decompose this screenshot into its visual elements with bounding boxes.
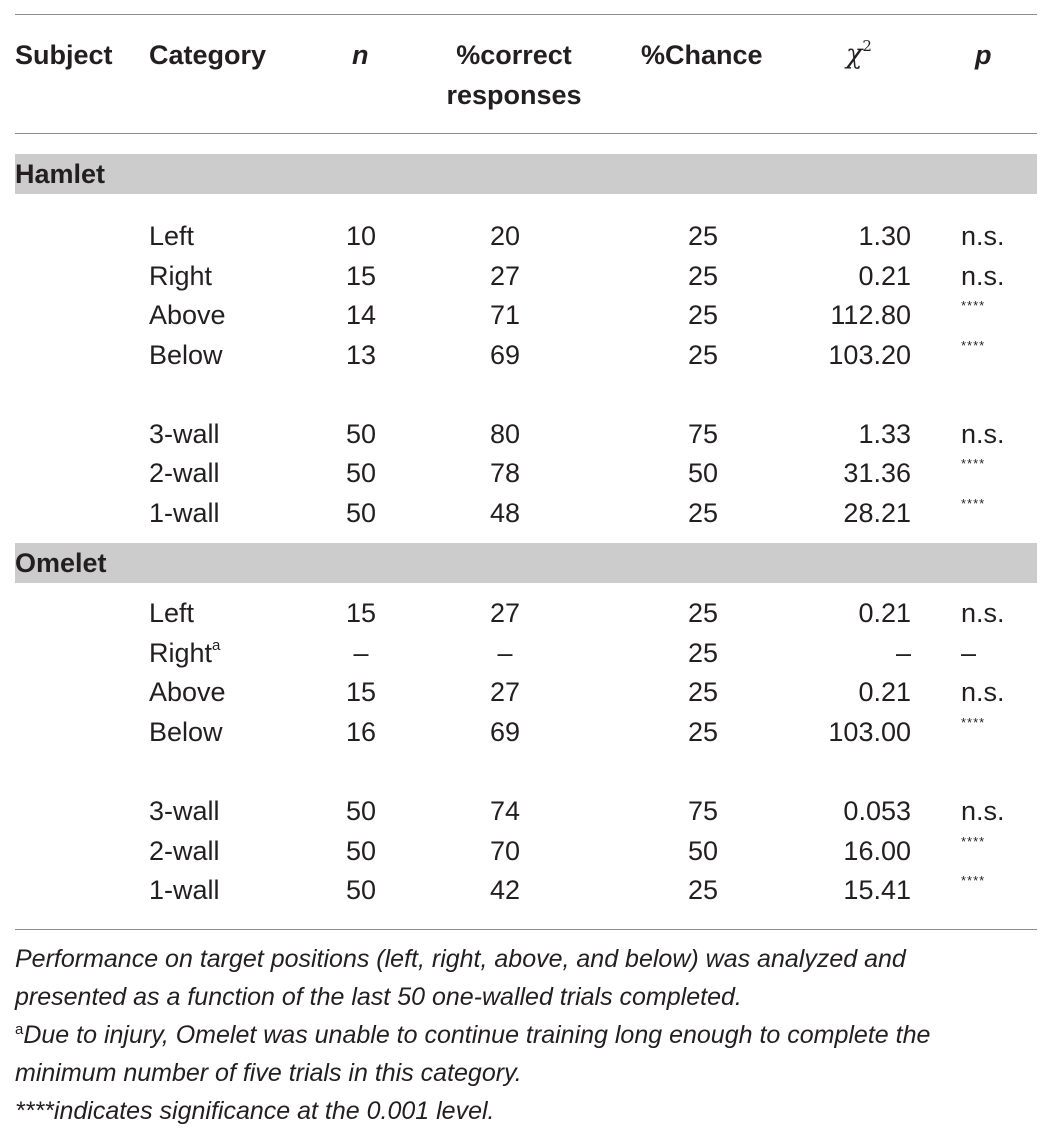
pct-correct-cell xyxy=(477,593,533,633)
p-value-cell-text: n.s. xyxy=(961,221,1005,251)
pct-chance-cell xyxy=(675,870,731,910)
footnote-a-marker: a xyxy=(15,1021,24,1038)
category-cell-text: Below xyxy=(149,340,223,370)
header-pct-correct xyxy=(434,35,594,115)
category-cell xyxy=(149,870,220,910)
table-row xyxy=(15,256,1037,296)
pct-correct-cell-text: 27 xyxy=(489,598,521,628)
chi-square-cell xyxy=(843,791,911,831)
header-n: n xyxy=(352,40,369,70)
n-cell xyxy=(333,831,389,871)
header-subject: Subject xyxy=(15,40,113,70)
p-value-cell xyxy=(961,593,1005,633)
category-cell xyxy=(149,672,226,712)
n-cell xyxy=(333,216,389,256)
category-cell-text: 1-wall xyxy=(149,875,220,905)
category-cell-text: 2-wall xyxy=(149,458,220,488)
n-cell xyxy=(333,593,389,633)
chi-square-cell xyxy=(858,216,911,256)
chi-square-cell xyxy=(896,633,911,673)
n-cell-text: 50 xyxy=(345,796,377,826)
pct-chance-cell-text: 25 xyxy=(687,875,719,905)
n-cell xyxy=(333,414,389,454)
category-cell xyxy=(149,791,220,831)
p-value-cell-text: **** xyxy=(961,298,986,313)
n-cell-text: 50 xyxy=(345,458,377,488)
pct-correct-cell xyxy=(477,712,533,752)
pct-correct-cell-text: – xyxy=(497,638,513,668)
header-pct-correct-line2: responses xyxy=(446,80,582,110)
footnote-marker: a xyxy=(212,637,221,654)
category-cell xyxy=(149,633,220,673)
pct-chance-cell xyxy=(675,791,731,831)
pct-chance-cell xyxy=(675,335,731,375)
table-row xyxy=(15,633,1037,673)
pct-correct-cell xyxy=(477,414,533,454)
chi-square-cell-text: 0.21 xyxy=(858,677,911,707)
pct-correct-cell-text: 78 xyxy=(489,458,521,488)
pct-chance-cell xyxy=(675,216,731,256)
pct-chance-cell xyxy=(675,295,731,335)
n-cell-text: 13 xyxy=(345,340,377,370)
category-cell-text: Left xyxy=(149,598,195,628)
n-cell-text: 10 xyxy=(345,221,377,251)
pct-correct-cell-text: 69 xyxy=(489,340,521,370)
note-line-2: presented as a function of the last 50 one-walled trials completed. xyxy=(15,983,742,1011)
subject-label: Hamlet xyxy=(15,159,106,189)
pct-chance-cell-text: 25 xyxy=(687,717,719,747)
pct-chance-cell xyxy=(675,633,731,673)
chi-square-cell xyxy=(843,493,911,533)
subject-label: Omelet xyxy=(15,548,107,578)
pct-chance-cell-text: 25 xyxy=(687,498,719,528)
category-cell-text: 3-wall xyxy=(149,419,220,449)
p-value-cell-text: n.s. xyxy=(961,796,1005,826)
pct-chance-cell xyxy=(675,831,731,871)
pct-correct-cell-text: 69 xyxy=(489,717,521,747)
pct-chance-cell-text: 25 xyxy=(687,340,719,370)
category-cell-text: 2-wall xyxy=(149,836,220,866)
p-value-cell xyxy=(961,831,985,871)
n-cell-text: 50 xyxy=(345,836,377,866)
significance-note: ****indicates significance at the 0.001 level. xyxy=(15,1097,495,1125)
table-row xyxy=(15,831,1037,871)
p-value-cell-text: – xyxy=(961,638,977,668)
p-value-cell-text: n.s. xyxy=(961,677,1005,707)
pct-chance-cell-text: 25 xyxy=(687,261,719,291)
chi-square-cell xyxy=(828,712,911,752)
pct-correct-cell-text: 48 xyxy=(489,498,521,528)
chi-square-cell-text: 31.36 xyxy=(843,458,911,488)
pct-chance-cell xyxy=(675,593,731,633)
p-value-cell-text: **** xyxy=(961,496,986,511)
header-category: Category xyxy=(149,40,267,70)
table-row xyxy=(15,791,1037,831)
pct-chance-cell-text: 75 xyxy=(687,796,719,826)
table-row xyxy=(15,295,1037,335)
p-value-cell xyxy=(961,791,1005,831)
table-row xyxy=(15,870,1037,910)
pct-correct-cell xyxy=(477,335,533,375)
p-value-cell-text: n.s. xyxy=(961,598,1005,628)
chi-square-cell xyxy=(858,414,911,454)
chi-square-cell-text: 103.00 xyxy=(828,717,911,747)
pct-correct-cell xyxy=(477,831,533,871)
p-value-cell xyxy=(961,453,985,493)
pct-chance-cell-text: 75 xyxy=(687,419,719,449)
pct-chance-cell xyxy=(675,493,731,533)
pct-correct-cell xyxy=(477,493,533,533)
n-cell-text: 14 xyxy=(345,300,377,330)
pct-correct-cell-text: 74 xyxy=(489,796,521,826)
pct-correct-cell xyxy=(477,295,533,335)
pct-correct-cell xyxy=(477,216,533,256)
table-row xyxy=(15,335,1037,375)
table-row xyxy=(15,453,1037,493)
chi-square-cell-text: 1.33 xyxy=(858,419,911,449)
chi-square-cell xyxy=(828,335,911,375)
pct-correct-cell-text: 71 xyxy=(489,300,521,330)
p-value-cell-text: n.s. xyxy=(961,419,1005,449)
chi-square-cell xyxy=(843,831,911,871)
header-p: p xyxy=(975,40,992,70)
category-cell-text: Above xyxy=(149,677,226,707)
p-value-cell xyxy=(961,335,985,375)
pct-chance-cell-text: 25 xyxy=(687,221,719,251)
p-value-cell xyxy=(961,414,1005,454)
category-cell-text: Above xyxy=(149,300,226,330)
chi-square-cell-text: 15.41 xyxy=(843,875,911,905)
pct-chance-cell xyxy=(675,672,731,712)
n-cell xyxy=(333,256,389,296)
category-cell xyxy=(149,216,194,256)
n-cell xyxy=(333,335,389,375)
p-value-cell xyxy=(961,633,976,673)
category-cell xyxy=(149,831,220,871)
footnote-a xyxy=(15,1016,1045,1054)
pct-correct-cell xyxy=(477,633,533,673)
chi-square-cell-text: 16.00 xyxy=(843,836,911,866)
chi-square-cell-text: 1.30 xyxy=(858,221,911,251)
category-cell xyxy=(149,593,194,633)
bottom-rule xyxy=(15,929,1037,930)
subject-band-hamlet xyxy=(15,154,1037,194)
category-cell xyxy=(149,453,220,493)
header-chi-square xyxy=(846,35,872,75)
pct-chance-cell-text: 25 xyxy=(687,300,719,330)
n-cell xyxy=(333,791,389,831)
chi-symbol: χ xyxy=(846,39,863,70)
pct-chance-cell-text: 25 xyxy=(687,598,719,628)
pct-chance-cell xyxy=(675,256,731,296)
p-value-cell xyxy=(961,493,985,533)
n-cell xyxy=(333,672,389,712)
category-cell-text: Below xyxy=(149,717,223,747)
pct-correct-cell-text: 20 xyxy=(489,221,521,251)
category-cell-text: Right xyxy=(149,261,213,291)
category-cell-text: Right xyxy=(149,638,213,668)
n-cell xyxy=(333,295,389,335)
pct-chance-cell xyxy=(675,414,731,454)
n-cell-text: – xyxy=(353,638,369,668)
chi-square-cell xyxy=(830,295,911,335)
table-notes xyxy=(15,940,1045,1130)
n-cell xyxy=(333,712,389,752)
p-value-cell-text: n.s. xyxy=(961,261,1005,291)
p-value-cell xyxy=(961,295,985,335)
n-cell-text: 15 xyxy=(345,261,377,291)
chi-square-cell-text: 28.21 xyxy=(843,498,911,528)
category-cell xyxy=(149,712,223,752)
n-cell-text: 15 xyxy=(345,677,377,707)
pct-chance-cell-text: 25 xyxy=(687,677,719,707)
table-row xyxy=(15,216,1037,256)
table-row xyxy=(15,672,1037,712)
top-rule xyxy=(15,14,1037,15)
pct-correct-cell-text: 80 xyxy=(489,419,521,449)
category-cell xyxy=(149,493,220,533)
note-line-1: Performance on target positions (left, right, above, and below) was analyzed and xyxy=(15,945,906,973)
chi-square-cell xyxy=(858,256,911,296)
pct-correct-cell-text: 70 xyxy=(489,836,521,866)
p-value-cell xyxy=(961,712,985,752)
pct-correct-cell xyxy=(477,672,533,712)
chi-square-cell xyxy=(843,453,911,493)
subject-band-omelet xyxy=(15,543,1037,583)
chi-square-cell xyxy=(858,672,911,712)
p-value-cell-text: **** xyxy=(961,834,986,849)
pct-correct-cell xyxy=(477,870,533,910)
table-row xyxy=(15,493,1037,533)
category-cell xyxy=(149,335,223,375)
n-cell xyxy=(333,453,389,493)
p-value-cell xyxy=(961,256,1005,296)
chi-square-cell-text: 112.80 xyxy=(830,300,911,330)
header-pct-chance: %Chance xyxy=(641,40,763,70)
pct-chance-cell xyxy=(675,453,731,493)
chi-square-cell-text: 0.21 xyxy=(858,598,911,628)
category-cell xyxy=(149,256,212,296)
n-cell-text: 50 xyxy=(345,875,377,905)
chi-square-cell xyxy=(843,870,911,910)
n-cell-text: 15 xyxy=(345,598,377,628)
p-value-cell-text: **** xyxy=(961,456,986,471)
pct-chance-cell xyxy=(675,712,731,752)
pct-correct-cell xyxy=(477,791,533,831)
chi-square-cell-text: 103.20 xyxy=(828,340,911,370)
n-cell xyxy=(333,633,389,673)
table-row xyxy=(15,593,1037,633)
pct-chance-cell-text: 50 xyxy=(687,836,719,866)
chi-exponent: 2 xyxy=(862,37,872,55)
pct-chance-cell-text: 50 xyxy=(687,458,719,488)
header-rule xyxy=(15,133,1037,134)
pct-chance-cell-text: 25 xyxy=(687,638,719,668)
pct-correct-cell-text: 42 xyxy=(489,875,521,905)
n-cell xyxy=(333,493,389,533)
chi-square-cell-text: – xyxy=(895,638,911,668)
category-cell-text: Left xyxy=(149,221,195,251)
table-row xyxy=(15,712,1037,752)
footnote-a-text-1: Due to injury, Omelet was unable to continue training long enough to complete the xyxy=(23,1021,931,1049)
p-value-cell xyxy=(961,216,1005,256)
category-cell-text: 3-wall xyxy=(149,796,220,826)
category-cell xyxy=(149,414,220,454)
p-value-cell-text: **** xyxy=(961,715,986,730)
pct-correct-cell-text: 27 xyxy=(489,677,521,707)
category-cell xyxy=(149,295,226,335)
p-value-cell xyxy=(961,870,985,910)
chi-square-cell-text: 0.21 xyxy=(858,261,911,291)
chi-square-cell-text: 0.053 xyxy=(843,796,911,826)
n-cell-text: 16 xyxy=(345,717,377,747)
p-value-cell-text: **** xyxy=(961,338,986,353)
p-value-cell-text: **** xyxy=(961,873,986,888)
p-value-cell xyxy=(961,672,1005,712)
pct-correct-cell xyxy=(477,256,533,296)
n-cell xyxy=(333,870,389,910)
pct-correct-cell-text: 27 xyxy=(489,261,521,291)
n-cell-text: 50 xyxy=(345,419,377,449)
footnote-a-text-2: minimum number of five trials in this category. xyxy=(15,1059,522,1087)
n-cell-text: 50 xyxy=(345,498,377,528)
category-cell-text: 1-wall xyxy=(149,498,220,528)
table-row xyxy=(15,414,1037,454)
chi-square-cell xyxy=(858,593,911,633)
header-pct-correct-line1: %correct xyxy=(456,40,572,70)
pct-correct-cell xyxy=(477,453,533,493)
